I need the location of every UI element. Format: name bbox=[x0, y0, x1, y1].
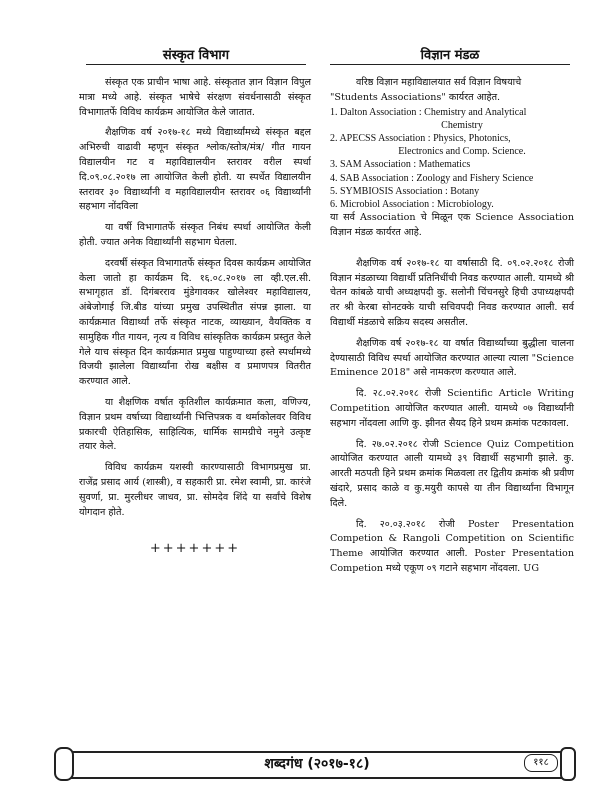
sanskrit-paragraph-1: संस्कृत एक प्राचीन भाषा आहे. संस्कृतात ज्ञान विज्ञान विपुल मात्रा मध्ये आहे. संस्कृत भाषेचे संरक्षण संवर्धनासाठी संस्कृत विभागातर्फे विविध कार्यक्रम आयोजित केले जातात. bbox=[79, 77, 311, 118]
science-paragraph-2: शैक्षणिक वर्ष २०१७-१८ या वर्षात विद्यार्थ्यांच्या बुद्धीला चालना देण्यासाठी विविध स्पर्धा आयोजित करण्यात आल्या त्याला "Science Eminence 2018" असे नामकरण करण्यात आले. bbox=[330, 337, 574, 379]
science-heading-rule bbox=[330, 64, 570, 65]
science-paragraph-4: दि. २७.०२.२०१८ रोजी Science Quiz Competition आयोजित करण्यात आली यामध्ये ३९ विद्यार्थी सहभागी झाले. कु. आरती मठपती हिने प्रथम क्रमांक मिळवला तर द्वितीय क्रमांक श्री प्रवीण खंदारे, प्रसाद काळे व कु.मयुरी कापसे या तीन विद्यार्थ्यांना विभागून दिले. bbox=[330, 438, 574, 509]
section-end-ornament: +++++++ bbox=[149, 541, 241, 557]
science-intro-line-1: वरिष्ठ विज्ञान महाविद्यालयात सर्व विज्ञान विषयाचे bbox=[356, 77, 522, 88]
science-intro-line-2: "Students Associations" कार्यरत आहेत. bbox=[330, 91, 501, 103]
sanskrit-paragraph-3: या वर्षी विभागातर्फे संस्कृत निबंध स्पर्धा आयोजित केली होती. ज्यात अनेक विद्यार्थ्यांनी सहभाग घेतला. bbox=[79, 222, 311, 248]
sanskrit-paragraph-5: या शैक्षणिक वर्षात कृतिशील कार्यक्रमात कला, वणिज्य, विज्ञान प्रथम वर्षाच्या विद्यार्थ्यांनी भित्तिपत्रक व थर्माकोलवर विविध प्रकारची ऐतिहासिक, साहित्यिक, धार्मिक सामग्रीचे नमुने उत्कृष्ट तयार केले. bbox=[79, 396, 311, 453]
association-item-3: 3. SAM Association : Mathematics bbox=[330, 159, 471, 171]
science-section-heading: विज्ञान मंडळ bbox=[420, 48, 480, 63]
science-paragraph-3: दि. २८.०२.२०१८ रोजी Scientific Article Writing Competition आयोजित करण्यात आली. यामध्ये ०७ विद्यार्थ्यांनी सहभाग नोंदवला आणि कु. झीनत सैयद हिने प्रथम क्रमांक पटकावला. bbox=[330, 388, 574, 429]
sanskrit-heading-rule bbox=[86, 64, 306, 65]
sanskrit-paragraph-6: विविध कार्यक्रम यशस्वी कारण्यासाठी विभागप्रमुख प्रा. राजेंद्र प्रसाद आर्य (शास्त्री), व सहकारी प्रा. रमेश स्वामी, प्रा. कारंजे सुवर्णा, प्रा. मुरलीधर जाधव, प्रा. सोमदेव शिंदे या सर्वांचे विशेष योगदान होते. bbox=[79, 462, 311, 518]
association-item-2: 2. APECSS Association : Physics, Photonics, bbox=[330, 133, 511, 144]
magazine-title: शब्दगंध (२०१७-१८) bbox=[264, 756, 370, 772]
spacer bbox=[330, 247, 574, 257]
page-number: ११८ bbox=[524, 754, 558, 772]
association-item-1-continued: Chemistry bbox=[441, 119, 483, 131]
science-column bbox=[330, 76, 574, 583]
science-paragraph-1: शैक्षणिक वर्ष २०१७-१८ या वर्षासाठी दि. ०९.०२.२०१८ रोजी विज्ञान मंडळाच्या विद्यार्थी प्रतिनिधींची निवड करण्यात आली. यामध्ये श्री चेतन कांबळे याची अध्यक्षपदी कु. सलोनी चिंचनसुरे हिची उपाध्यक्षपदी तर श्री केरबा सोनटक्के याची सचिवपदी निवड करण्यात आली. सर्व विद्यार्थी मंडळाचे सक्रिय सदस्य असतील. bbox=[330, 257, 574, 328]
science-paragraph-5: दि. २०.०३.२०१८ रोजी Poster Presentation Competion & Rangoli Competition on Scientific Theme आयोजित करण्यात आली. Poster Presentation Competion मध्ये एकूण ०९ गटाने सहभाग नोंदवला. UG bbox=[330, 518, 574, 574]
sanskrit-section-heading: संस्कृत विभाग bbox=[162, 48, 230, 63]
association-item-5: 5. SYMBIOSIS Association : Botany bbox=[330, 185, 480, 197]
sanskrit-paragraph-2: शैक्षणिक वर्ष २०१७-१८ मध्ये विद्यार्थ्यांमध्ये संस्कृत बद्दल अभिरुची वाढावी म्हणून संस्कृत श्लोक/स्तोत्र/मंत्र/ गीत गायन विद्यालयीन गट व महाविद्यालयीन स्तरावर वरील स्पर्धा दि.०९.०८.२०१७ ला आयोजित केली होती. या स्पर्धेत विद्यालयीन स्तरावर ३० विद्यार्थ्यांनी व महाविद्यालयीन स्तरावर ०६ विद्यार्थ्यांनी सहभाग नोंदविला bbox=[79, 127, 311, 213]
sanskrit-column bbox=[79, 76, 311, 557]
page-footer bbox=[62, 751, 572, 777]
association-item-4: 4. SAB Association : Zoology and Fishery Science bbox=[330, 172, 534, 184]
association-item-6: 6. Microbiol Association : Microbiology. bbox=[330, 199, 494, 211]
association-item-2-continued: Electronics and Comp. Science. bbox=[398, 146, 526, 158]
association-item-1: 1. Dalton Association : Chemistry and Analytical bbox=[330, 106, 527, 118]
sanskrit-paragraph-4: दरवर्षी संस्कृत विभागातर्फे संस्कृत दिवस कार्यक्रम आयोजित केला जातो हा कार्यक्रम दि. १६.०८.२०१७ ला व्ही.एल.सी. सभागृहात डॉ. दिगंबरराव मुंडेगावकर खोलेश्वर महाविद्यालय, अंबेजोगाई जि.बीड यांच्या प्रमुख उपस्थितीत संपन्न झाला. या कार्यक्रमात विद्यार्थ्यां तर्फे संस्कृत नाटक, व्याख्यान, वैयक्तिक व सामुहिक गीत गायन, नृत्य व विविध सांस्कृतिक कार्यक्रम प्रस्तुत केले गेले याच संस्कृत दिन कार्यक्रमात प्रमुख पाहुण्याच्या हस्ते स्पर्धामध्ये विजयी झालेला विद्यार्थ्यांना रोख बक्षीस व प्रमाणपत्र वितरीत करण्यात आले. bbox=[79, 257, 311, 388]
science-association-note: या सर्व Association चे मिळून एक Science Association विज्ञान मंडळ कार्यरत आहे. bbox=[330, 212, 574, 239]
